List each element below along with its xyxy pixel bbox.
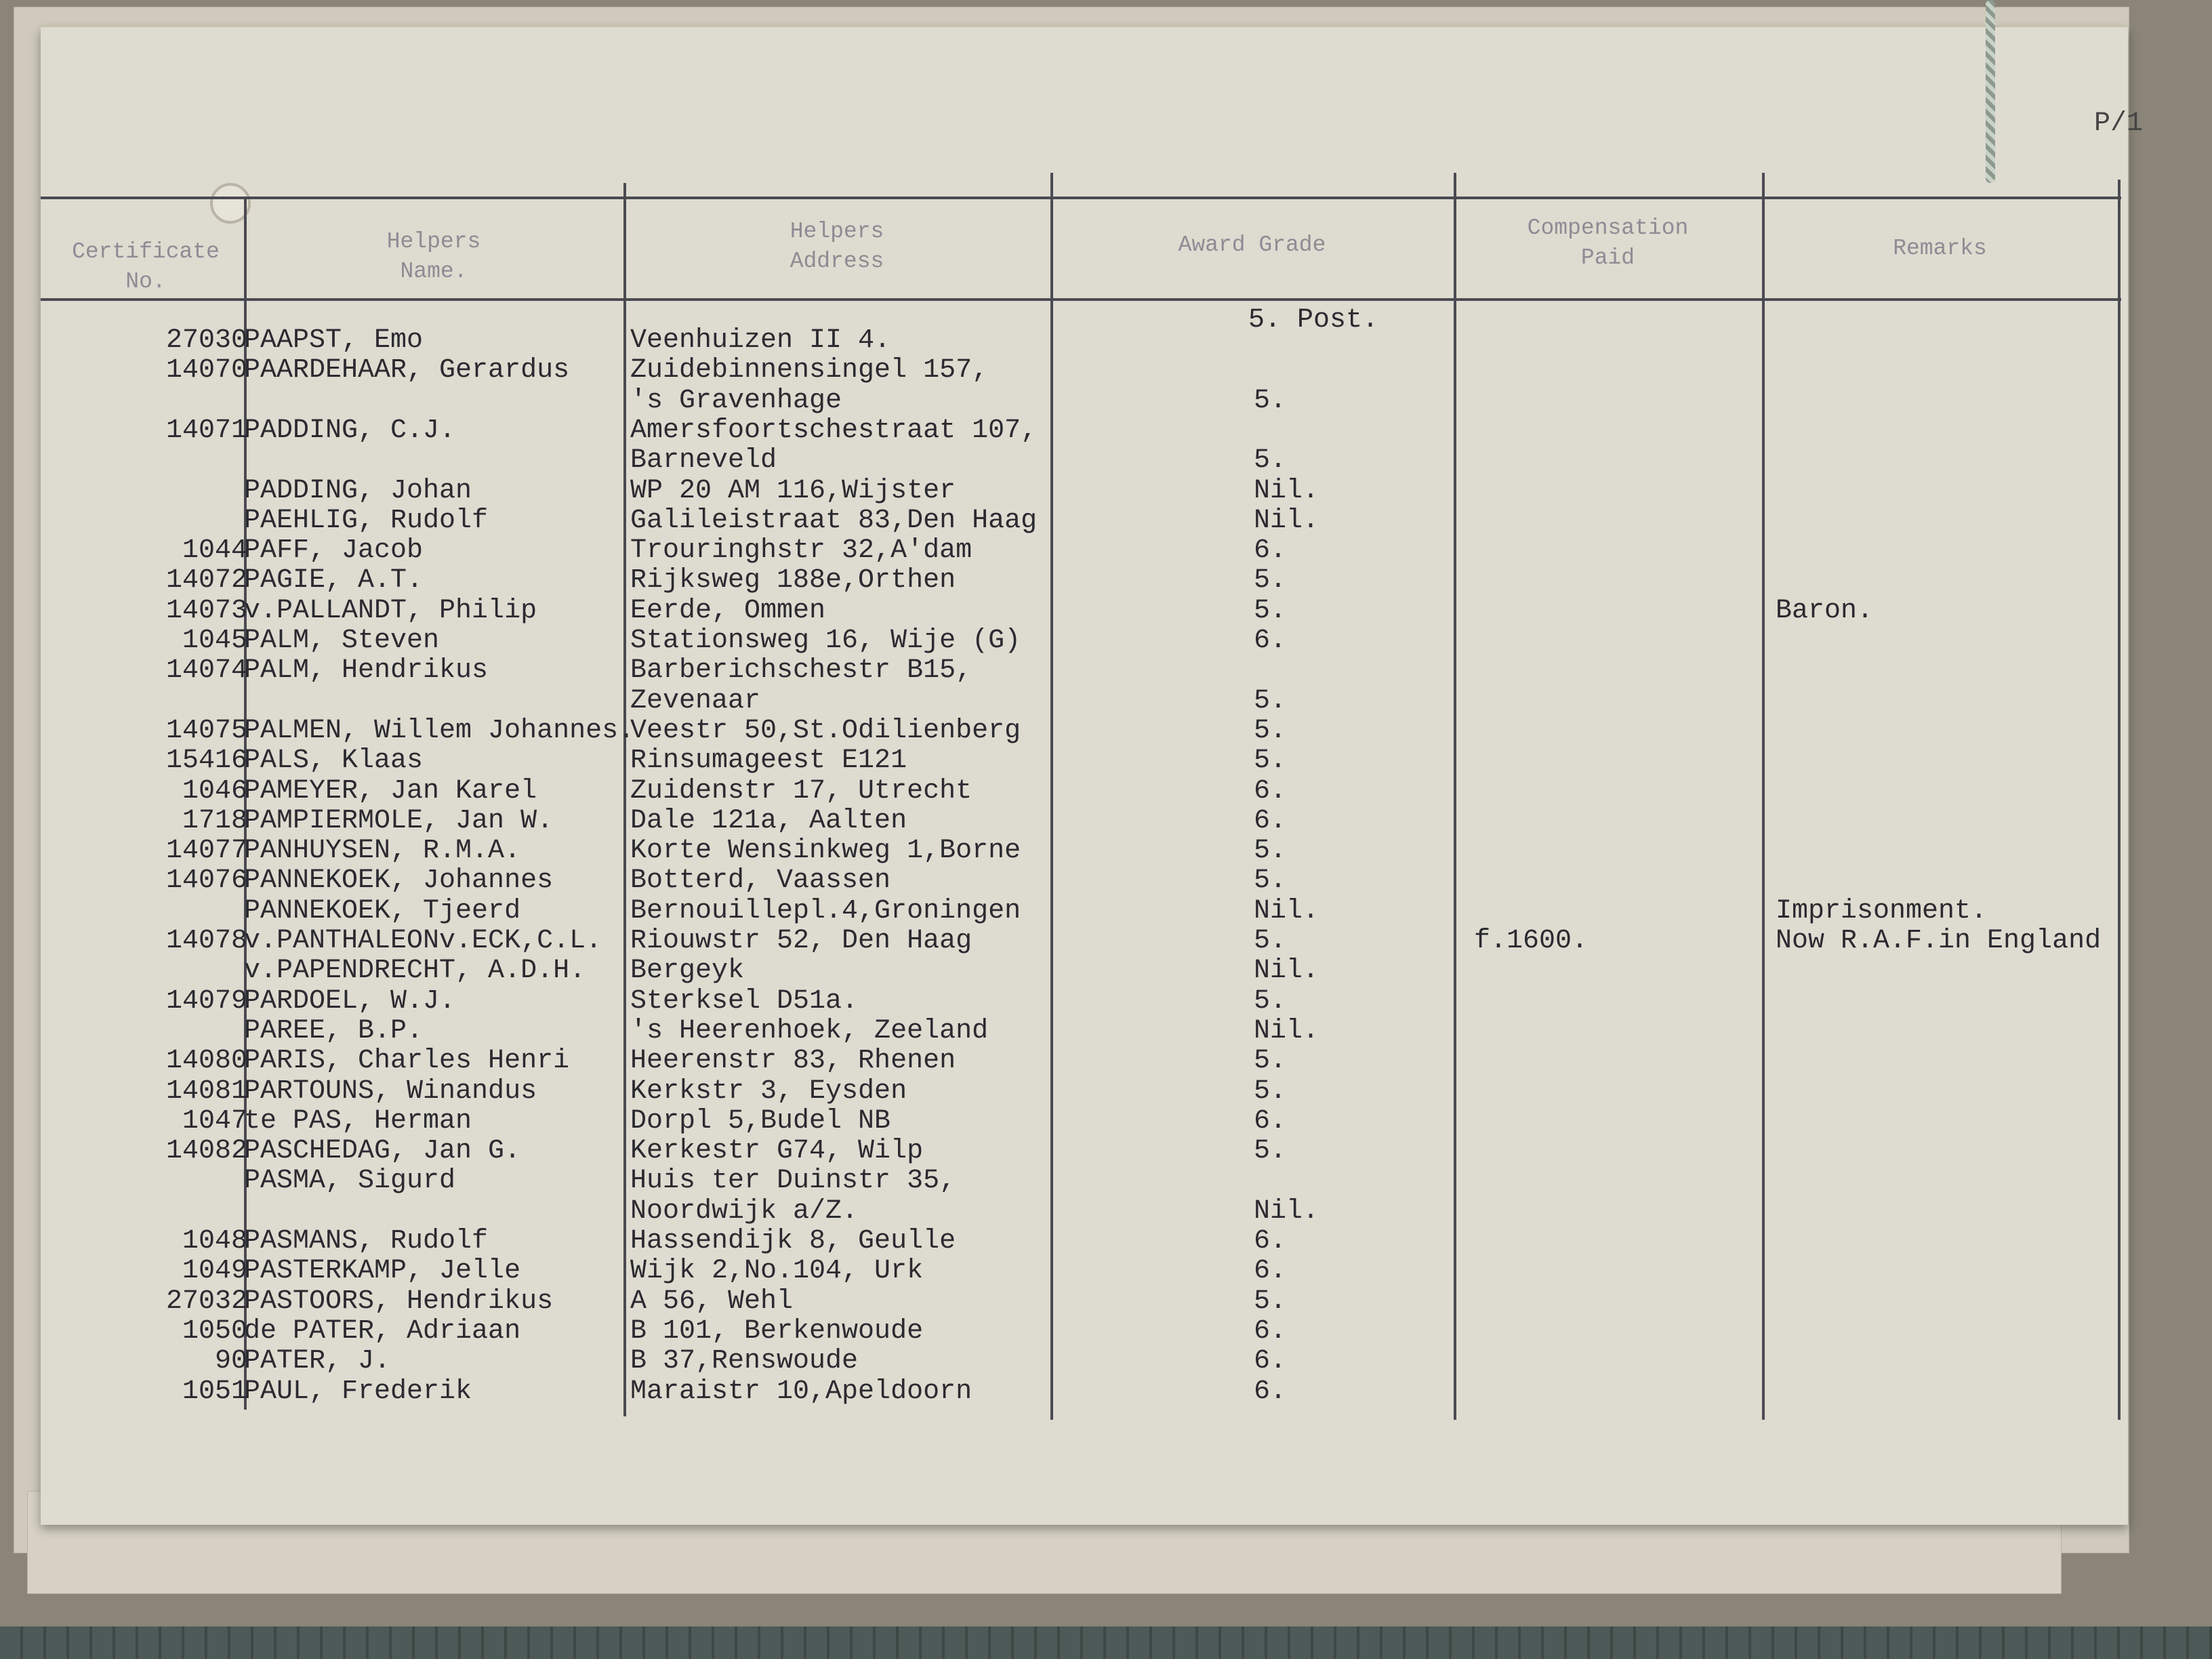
certificate-number: 14078 [165,926,247,956]
table-row [41,1016,2128,1046]
table-row [41,415,2128,445]
helper-name: PASMANS, Rudolf [244,1226,489,1256]
header-bottom-border [41,298,2121,301]
certificate-number: 14075 [165,716,247,746]
certificate-number: 14082 [165,1136,247,1166]
certificate-number: 14072 [165,565,247,596]
helper-name: PALS, Klaas [244,745,424,776]
award-grade: 6. [1254,1346,1287,1376]
table-row [41,1256,2128,1286]
table-row [41,806,2128,836]
table-row [41,1226,2128,1256]
award-grade: 5. [1254,686,1287,716]
helper-name: PADDING, C.J. [244,415,456,446]
table-row [41,716,2128,745]
award-grade: 5. [1254,1286,1287,1317]
certificate-number: 1045 [182,626,247,656]
helper-name: PASMA, Sigurd [244,1166,456,1196]
table-row [41,986,2128,1016]
certificate-number: 14080 [165,1046,247,1076]
remarks: Imprisonment. [1776,896,1988,926]
helper-address: Barberichschestr B15, [630,655,972,686]
certificate-number: 1718 [182,806,247,836]
helper-address: Galileistraat 83,Den Haag [630,506,1038,536]
award-grade: 6. [1254,1376,1287,1407]
table-row [41,1196,2128,1226]
helper-address: Zuidenstr 17, Utrecht [630,776,972,806]
certificate-number: 14076 [165,865,247,896]
table-row [41,565,2128,595]
helper-name: PAUL, Frederik [244,1376,472,1407]
table-row [41,1376,2128,1406]
helper-address: Huis ter Duinstr 35, [630,1166,956,1196]
certificate-number: 1049 [182,1256,247,1286]
helper-address: Dorpl 5,Budel NB [630,1106,891,1136]
table-row [41,896,2128,926]
award-grade: Nil. [1254,476,1319,506]
helper-address: Stationsweg 16, Wije (G) [630,626,1021,656]
helper-name: PANNEKOEK, Johannes [244,865,554,896]
helper-address: Botterd, Vaassen [630,865,891,896]
award-grade: 5. [1254,445,1287,476]
table-top-border [41,197,2121,199]
remarks: Baron. [1776,596,1874,626]
helper-name: de PATER, Adriaan [244,1316,521,1347]
award-grade: 5. [1254,596,1287,626]
page-reference: P/1 [2094,108,2144,139]
award-grade: 5. [1254,565,1287,596]
table-row [41,386,2128,415]
certificate-number: 1048 [182,1226,247,1256]
certificate-number: 14077 [165,836,247,866]
helper-name: PAGIE, A.T. [244,565,424,596]
helper-address: Noordwijk a/Z. [630,1196,859,1227]
table-row [41,745,2128,775]
header-certificate: Certificate No. [72,239,220,294]
table-row [41,655,2128,685]
certificate-number: 14070 [165,355,247,386]
certificate-number: 90 [214,1346,247,1376]
helper-name: PAMPIERMOLE, Jan W. [244,806,554,836]
table-row [41,506,2128,535]
award-grade: 5. [1254,716,1287,746]
helper-address: Veenhuizen II 4. [630,325,891,356]
header-compensation: Compensation Paid [1527,216,1689,270]
desk-surface [0,1626,2212,1659]
award-grade: 5. [1254,745,1287,776]
helper-name: PARDOEL, W.J. [244,986,456,1017]
table-row [41,476,2128,506]
award-grade: Nil. [1254,896,1319,926]
table-row [41,626,2128,655]
table-row [41,836,2128,865]
helper-name: v.PALLANDT, Philip [244,596,537,626]
table-row [41,1106,2128,1136]
header-remarks: Remarks [1893,236,1987,261]
helper-name: te PAS, Herman [244,1106,472,1136]
helper-address: Rinsumageest E121 [630,745,907,776]
table-row [41,776,2128,806]
helper-address: A 56, Wehl [630,1286,794,1317]
award-grade: 5. Post. [1248,305,1379,335]
award-grade: 5. [1254,836,1287,866]
helper-address: Rijksweg 188e,Orthen [630,565,956,596]
certificate-number: 15416 [165,745,247,776]
table-row [41,1046,2128,1076]
helper-address: Wijk 2,No.104, Urk [630,1256,924,1286]
helper-address: B 101, Berkenwoude [630,1316,924,1347]
helper-name: PALM, Hendrikus [244,655,489,686]
certificate-number: 14074 [165,655,247,686]
helper-address: Kerkestr G74, Wilp [630,1136,924,1166]
helper-address: Maraistr 10,Apeldoorn [630,1376,972,1407]
award-grade: Nil. [1254,506,1319,536]
helper-name: PANNEKOEK, Tjeerd [244,896,521,926]
award-grade: 6. [1254,535,1287,566]
table-row [41,596,2128,626]
helper-name: PADDING, Johan [244,476,472,506]
helper-name: PASCHEDAG, Jan G. [244,1136,521,1166]
table-row [41,926,2128,956]
remarks: Now R.A.F.in England [1776,926,2102,956]
header-address: Helpers Address [790,219,884,274]
certificate-number: 14081 [165,1076,247,1107]
binding-string [1986,0,1995,183]
helper-address: Trouringhstr 32,A'dam [630,535,972,566]
table-row [41,445,2128,475]
certificate-number: 27030 [165,325,247,356]
helper-address: Hassendijk 8, Geulle [630,1226,956,1256]
helper-address: Sterksel D51a. [630,986,859,1017]
table-row [41,956,2128,985]
helper-name: PAAPST, Emo [244,325,424,356]
award-grade: 5. [1254,926,1287,956]
award-grade: Nil. [1254,956,1319,986]
award-grade: 5. [1254,1076,1287,1107]
certificate-number: 14073 [165,596,247,626]
header-name: Helpers Name. [386,229,481,284]
award-grade: 6. [1254,1226,1287,1256]
award-grade: 6. [1254,806,1287,836]
certificate-number: 14071 [165,415,247,446]
helper-name: PARIS, Charles Henri [244,1046,570,1076]
helper-name: PASTERKAMP, Jelle [244,1256,521,1286]
certificate-number: 1047 [182,1106,247,1136]
award-grade: 5. [1254,1136,1287,1166]
table-row [41,1346,2128,1376]
header-grade: Award Grade [1178,232,1326,258]
helper-address: Riouwstr 52, Den Haag [630,926,972,956]
certificate-number: 27032 [165,1286,247,1317]
award-grade: 5. [1254,865,1287,896]
record-card [41,27,2144,1525]
helper-name: PALMEN, Willem Johannes. [244,716,635,746]
helper-name: PAFF, Jacob [244,535,424,566]
certificate-number: 1044 [182,535,247,566]
helper-name: PAARDEHAAR, Gerardus [244,355,570,386]
table-row [41,535,2128,565]
certificate-number: 1051 [182,1376,247,1407]
certificate-number: 1050 [182,1316,247,1347]
award-grade: 5. [1254,1046,1287,1076]
table-row [41,1136,2128,1166]
table-row [41,1286,2128,1316]
award-grade: 6. [1254,1316,1287,1347]
table-row [41,355,2128,385]
award-grade: 5. [1254,386,1287,416]
helper-name: v.PANTHALEONv.ECK,C.L. [244,926,602,956]
helper-name: PASTOORS, Hendrikus [244,1286,554,1317]
compensation-paid: f.1600. [1474,926,1589,956]
helper-address: Veestr 50,St.Odilienberg [630,716,1021,746]
certificate-number: 1046 [182,776,247,806]
award-grade: 6. [1254,1106,1287,1136]
helper-address: Eerde, Ommen [630,596,826,626]
award-grade: Nil. [1254,1016,1319,1046]
helper-address: Barneveld [630,445,777,476]
helper-name: PAEHLIG, Rudolf [244,506,489,536]
helper-name: PALM, Steven [244,626,440,656]
award-grade: Nil. [1254,1196,1319,1227]
certificate-number: 14079 [165,986,247,1017]
helper-address: Zevenaar [630,686,761,716]
table-row [41,686,2128,716]
award-grade: 6. [1254,1256,1287,1286]
table-row [41,865,2128,895]
award-grade: 6. [1254,626,1287,656]
helper-address: B 37,Renswoude [630,1346,859,1376]
helper-address: Korte Wensinkweg 1,Borne [630,836,1021,866]
table-row [41,1166,2128,1195]
table-row [41,1076,2128,1106]
helper-address: 's Heerenhoek, Zeeland [630,1016,989,1046]
table-row [41,325,2128,355]
helper-name: PANHUYSEN, R.M.A. [244,836,521,866]
helper-address: Bernouillepl.4,Groningen [630,896,1021,926]
helper-address: WP 20 AM 116,Wijster [630,476,956,506]
table-row [41,1316,2128,1346]
helper-address: Zuidebinnensingel 157, [630,355,989,386]
helper-name: PATER, J. [244,1346,391,1376]
helper-address: 's Gravenhage [630,386,842,416]
helper-name: PAMEYER, Jan Karel [244,776,537,806]
award-grade: 5. [1254,986,1287,1017]
helper-name: PAREE, B.P. [244,1016,424,1046]
helper-name: PARTOUNS, Winandus [244,1076,537,1107]
helper-address: Heerenstr 83, Rhenen [630,1046,956,1076]
helper-address: Bergeyk [630,956,745,986]
helper-address: Dale 121a, Aalten [630,806,907,836]
helper-address: Amersfoortschestraat 107, [630,415,1038,446]
helper-address: Kerkstr 3, Eysden [630,1076,907,1107]
award-grade: 6. [1254,776,1287,806]
helper-name: v.PAPENDRECHT, A.D.H. [244,956,586,986]
